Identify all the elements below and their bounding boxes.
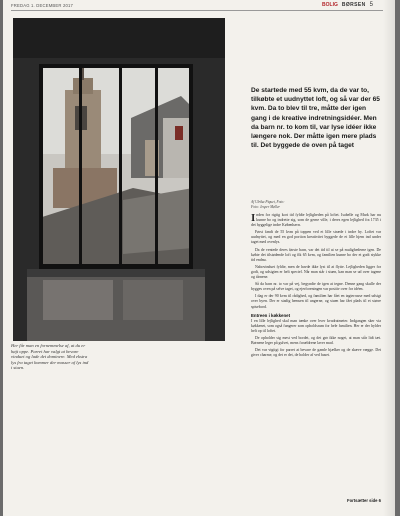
header-right xyxy=(322,2,373,8)
body-paragraph: I en lille lejlighed skal man tænke over hver kvadratmeter. Indgangen sker via køkkenet, som også fungerer som opholdsrum for hele familien. Her er der hylder helt op til loftet. xyxy=(251,318,381,333)
header-date: FREDAG 1. DECEMBER 2017 xyxy=(11,3,74,8)
apartment-window-view-photo xyxy=(13,18,225,341)
section-label: BOLIG xyxy=(322,2,338,8)
body-paragraph: Så da barn nr. to var på vej, begyndte de igen at tegne. Denne gang skulle der bygges oven på selve taget, og ejerforeningen var positiv over for idéen. xyxy=(251,282,381,292)
page-number: 5 xyxy=(369,2,373,8)
lead-paragraph: De startede med 55 kvm, da de var to, tilkøbte et uudnyttet loft, og så var der 65 kvm. Da to blev til tre, måtte der igen gang i de kreative indretningsidéer. Men da barn nr. to kom til, var lyse idéer ikke længere nok. Der måtte igen mere plads til. Det byggede de oven på taget xyxy=(251,87,380,150)
body-paragraph: De opholder sig mest ved bordet, og det gør ikke noget, at man står lidt tæt. Børnene leger på gulvet, mens forældrene laver mad. xyxy=(251,335,381,346)
body-paragraph: Først fandt de 55 kvm på toppen ved et lille stræde i indre by. Loftet var uudnyttet, og med en god portion kreativitet byggede de et lille hjem ind under taget med ovenlys. xyxy=(251,230,381,245)
drop-cap: I xyxy=(251,212,256,224)
byline-photo: Foto: Jesper Møller xyxy=(251,204,280,209)
byline xyxy=(251,200,381,209)
continued-note: Fortsætter side 6 xyxy=(347,498,381,503)
header-divider xyxy=(11,10,383,11)
body-paragraph: Nabovinduet fyldte, men de havde ikke lyst til at flytte. Lejligheden ligger for godt, og udsigten er helt speciel. Når man står i stuen, kan man se ud over tagene og tårnene. xyxy=(251,264,381,280)
article-body xyxy=(251,213,381,360)
brand-label: BØRSEN xyxy=(341,2,366,8)
subheading: Entreen i køkkenet xyxy=(251,312,291,318)
byline-author: Af Ulrika Piquet, Foto: xyxy=(251,200,285,204)
body-paragraph: Det var vigtigt for parret at bevare de gamle bjælker og de skæve vægge. Det giver charme, og det er det, de holder af ved huset. xyxy=(251,348,381,358)
newspaper-page xyxy=(3,0,395,516)
body-paragraph: Inden for rigtig kort tid fyldte lejligheden på loftet. Isabelle og Mark har nu kunne bo og indrette sig, som de gerne ville, i deres egen lejlighed fra 1735 i det hyggelige indre København. xyxy=(251,212,381,228)
page-fold-shadow xyxy=(383,0,395,516)
photo-caption: Her får man en fornemmelse af, at du er højt oppe. Parret har valgt at bevare vinduet og lade det dominere. Med ekstra lys fra taget kommer der masser af lys ind i stuen. xyxy=(11,343,89,371)
body-paragraph: Da de ventede deres første barn, var det tid til at se på mulighederne igen. De købte det tilstødende loft og fik 65 kvm, og familien kunne bo der et godt stykke tid endnu. xyxy=(251,247,381,262)
body-paragraph: I dag er der 90 kvm til rådighed, og familien har fået en tagterrasse med udsigt over byen. Der er stadig hemsen til ungerne, og stuen har fået plads til et større spisebord. xyxy=(251,294,381,309)
